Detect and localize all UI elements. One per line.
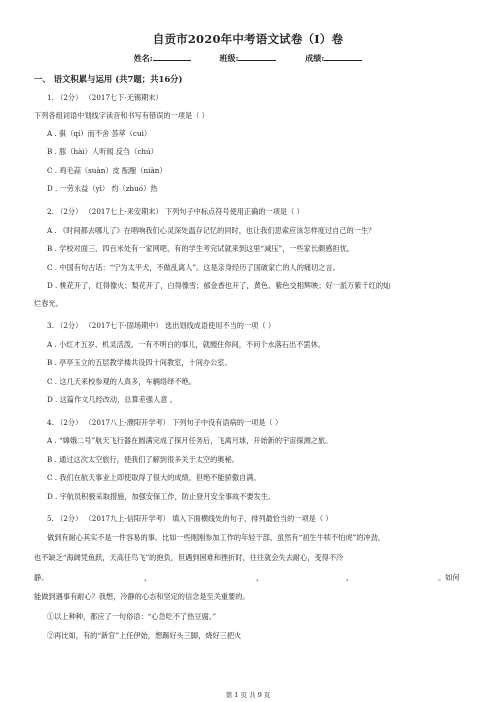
question-5-item-1: ①以上种种，都应了一句俗语：“心急吃不了热豆腐。”: [47, 612, 217, 621]
question-4-option-c: C . 我们在航天事业上即使取得了很大的成绩，但绝不能骄傲自满。: [47, 473, 261, 482]
blank-comma-2: ，: [256, 573, 264, 582]
question-4-option-d: D . 宇航员积极采取措施，加强安保工作，防止登月安全事故不要发生。: [47, 492, 276, 501]
question-5-passage-line-1: 做到有耐心其实不是一件容易的事。比如一些刚刚参加工作的年轻干部，虽然有“初生牛犊不怕虎”的冲劲，: [47, 533, 385, 542]
question-5-passage-line-2: 也不缺乏“海阔凭鱼跃，天高任鸟飞”的抱负，但遇到困难和挫折时，往往就会失去耐心，变得不冷: [34, 553, 344, 562]
question-2-option-c: C . 中国有句古话：“宁为太平犬，不做乱离人”。这是亲身经历了国破家亡的人的痛切之言。: [47, 263, 340, 272]
question-4-header: 4. （2分） （2017八上·濮阳开学考） 下列句子中没有语病的一项是（ ）: [47, 418, 283, 427]
question-1-header: 1. （2分） （2017七下·无锡期末）: [47, 93, 163, 102]
class-blank[interactable]: [238, 52, 276, 61]
question-3-option-b: B . 亭亭玉立的五层教学楼共设四十间教室，十间办公室。: [47, 358, 232, 367]
question-5-passage-line-3-end: 。如何: [438, 573, 460, 582]
question-3-option-a: A . 小红才五岁、机灵活泼，一有不明白的事儿，就缠住你间，不问个水落石出不罢休。: [47, 340, 325, 349]
question-2-option-d-cont: 烂春光。: [34, 299, 63, 308]
page-footer: 第 1 页 共 9 页: [225, 691, 271, 699]
question-3-option-c: C . 这几天来校参观的人真多，车辆络绎不绝。: [47, 377, 196, 386]
question-5-header: 5. （2分） （2017九上·信阳开学考） 填入下面横线处的句子，排列最恰当的一项是（ ）: [47, 514, 333, 523]
blank-comma-1: ，: [144, 573, 152, 582]
question-1-stem: 下列各组词语中划线字读音和书写有错误的一项是（ ）: [34, 111, 209, 120]
score-field[interactable]: [305, 52, 362, 64]
question-2-option-a: A . 《时间都去哪儿了》在唱响我们心灵深处温存记忆的同时，也让我们思索应该怎样度过自己的一生？: [47, 226, 376, 235]
section-heading: 一、 语文积累与运用 (共7题；共16分): [34, 74, 183, 84]
student-info-fields: [0, 52, 496, 64]
question-1-option-d: D . 一劳永益（yì） 灼（zhuó）热: [47, 184, 158, 193]
question-1-option-b: B . 豚（hài）人听闻 反刍（chú）: [47, 147, 158, 156]
question-5-passage-line-4: 能做到遇事有耐心？我想，冷静的心态和坚定的信念是至关重要的。: [34, 592, 250, 601]
name-field[interactable]: [134, 52, 191, 64]
name-label: 姓名:: [133, 53, 153, 63]
class-label: 班级:: [219, 53, 239, 63]
question-2-option-d: D . 桃花开了，红得像火；梨花开了，白得像雪；郁金香也开了，黄色、紫色交相辉映；好一派万紫千红的灿: [47, 281, 391, 290]
page-title: 自贡市2020年中考语文试卷（I）卷: [152, 32, 344, 46]
question-4-option-b: B . 通过这次太空旅行，使我们了解到很多关于太空的奥秘。: [47, 455, 239, 464]
question-1-option-c: C . 鸡毛蒜（suàn）皮 酝酿（niàn）: [47, 166, 167, 175]
question-3-header: 3. （2分） （2017七下·固场期中） 选出划线成语使用不当的一项（ ）: [47, 321, 276, 330]
question-5-passage-line-3-start: 静。: [34, 573, 49, 582]
score-label: 成绩:: [305, 53, 325, 63]
question-5-item-2: ②再比如，有的“新官”上任伊始，想踢好头三脚，烧好三把火: [47, 631, 242, 640]
question-1-option-a: A . 骐（qí）而不舍 荟萃（cuì）: [47, 129, 152, 138]
question-3-option-d: D . 这篇作文几经改动，总算差强人意 。: [47, 395, 177, 404]
blank-comma-3: ，: [346, 573, 354, 582]
question-2-header: 2. （2分） （2017七上·来安期末） 下列句子中标点符号使用正确的一项是（ ）: [47, 207, 304, 216]
question-2-option-b: B . 学校对面三、四百米处有一家网吧，有的学生考完试就来到这里“减压”，一些家长颇感担忧。: [47, 244, 354, 253]
name-blank[interactable]: [153, 52, 191, 61]
question-4-option-a: A . “嫦娥二号”航天飞行器在圆满完成了探月任务后，飞离月球，开始新的宇宙探测之旅。: [47, 436, 333, 445]
class-field[interactable]: [220, 52, 277, 64]
score-blank[interactable]: [324, 52, 362, 61]
